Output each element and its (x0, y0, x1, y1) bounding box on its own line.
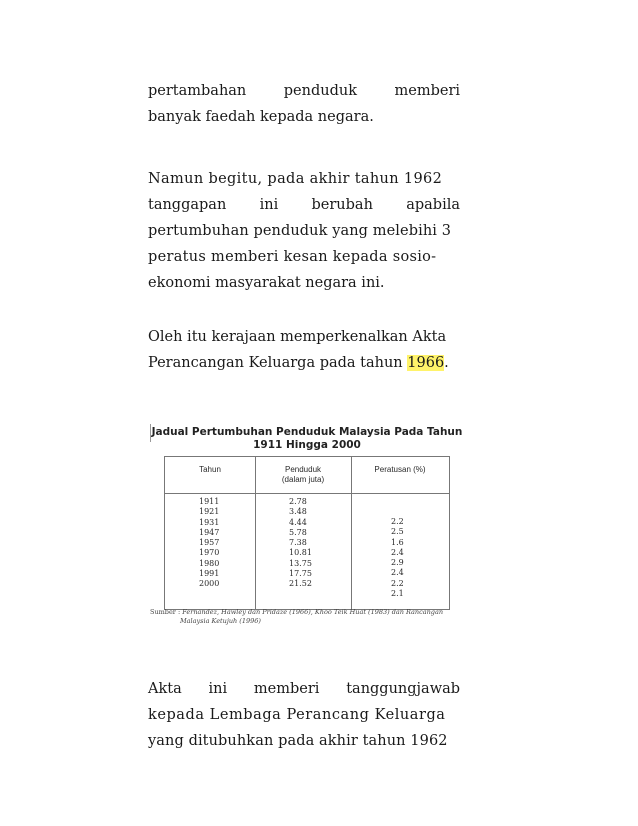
word: memberi (253, 681, 320, 697)
table-cell-population: 17.75 (289, 569, 312, 579)
paragraph-line: kepada Lembaga Perancang Keluarga (148, 707, 446, 723)
word: ini (259, 197, 279, 213)
table-cell-percentage: 2.4 (391, 568, 404, 578)
table-cell-percentage: 2.4 (391, 547, 404, 557)
header-penduduk-line2: (dalam juta) (281, 475, 325, 484)
word: apabila (406, 197, 460, 213)
table-cell-percentage: 2.2 (391, 517, 404, 526)
paragraph-line: banyak faedah kepada negara. (148, 109, 374, 125)
table-cell-year: 1970 (199, 548, 220, 558)
paragraph-4 (148, 676, 460, 754)
table-title-line1: Jadual Pertumbuhan Penduduk Malaysia Pada Tahun (151, 426, 463, 438)
paragraph-line (148, 192, 460, 218)
column-divider (351, 457, 352, 609)
header-tahun: Tahun (199, 465, 221, 474)
table-cell-population: 7.38 (289, 538, 307, 548)
table-source (150, 608, 464, 626)
table-cell-percentage: 1.6 (391, 537, 404, 547)
header-peratusan: Peratusan (%) (374, 465, 426, 474)
table-cell-population: 10.81 (289, 548, 312, 558)
word: Akta (148, 681, 182, 697)
table-cell-percentage: 2.2 (391, 578, 404, 588)
text-fragment: Perancangan Keluarga pada tahun (148, 355, 408, 371)
table-cell-year: 1991 (199, 569, 220, 579)
population-column (289, 497, 312, 590)
table-title-line2: 1911 Hingga 2000 (253, 439, 361, 451)
text-fragment: . (444, 355, 449, 371)
source-label: Sumber : (150, 608, 181, 616)
header-penduduk (255, 465, 351, 485)
paragraph-line: yang ditubuhkan pada akhir tahun 1962 (148, 733, 448, 749)
table-cell-population: 2.78 (289, 497, 307, 506)
population-table (150, 414, 464, 632)
word: penduduk (283, 83, 357, 99)
percentage-column (391, 517, 404, 599)
table-cell-population: 5.78 (289, 527, 307, 537)
word: tanggapan (148, 197, 227, 213)
paragraph-line (148, 350, 460, 376)
paragraph-2 (148, 166, 460, 296)
paragraph-line: Namun begitu, pada akhir tahun 1962 (148, 171, 443, 187)
table-cell-population: 3.48 (289, 507, 307, 517)
paragraph-line: ekonomi masyarakat negara ini. (148, 275, 385, 291)
header-penduduk-line1: Penduduk (284, 465, 322, 474)
word: tanggungjawab (346, 681, 461, 697)
table-cell-year: 1957 (199, 538, 220, 548)
paragraph-line (148, 676, 460, 702)
table-frame (164, 456, 450, 610)
word: berubah (311, 197, 373, 213)
paragraph-line (148, 78, 460, 104)
table-cell-percentage: 2.1 (391, 589, 404, 599)
table-cell-year: 1980 (199, 558, 220, 568)
table-cell-year: 1931 (199, 517, 220, 527)
table-cell-population: 21.52 (289, 579, 312, 589)
paragraph-line: peratus memberi kesan kepada sosio- (148, 249, 437, 265)
table-cell-population: 4.44 (289, 517, 307, 527)
word: memberi (394, 83, 461, 99)
table-header (165, 457, 449, 494)
paragraph-1 (148, 78, 460, 130)
years-column (199, 497, 219, 590)
paragraph-3 (148, 324, 460, 376)
table-cell-percentage: 2.5 (391, 527, 404, 537)
table-cell-year: 1947 (199, 527, 220, 537)
source-line1: Fernandez, Hawley dan Pridaze (1966), Khoo Teik Huat (1983) dan Rancangan (182, 608, 444, 616)
word: ini (208, 681, 228, 697)
source-line2: Malaysia Ketujuh (1996) (180, 617, 261, 625)
paragraph-line: Oleh itu kerajaan memperkenalkan Akta (148, 329, 447, 345)
highlighted-year: 1966 (407, 355, 445, 371)
paragraph-line: pertumbuhan penduduk yang melebihi 3 (148, 223, 452, 239)
table-cell-population: 13.75 (289, 558, 312, 568)
table-cell-percentage: 2.9 (391, 558, 404, 568)
word: pertambahan (148, 83, 247, 99)
table-cell-year: 2000 (199, 579, 220, 589)
table-cell-year: 1921 (199, 507, 220, 517)
column-divider (255, 457, 256, 609)
table-cell-year: 1911 (199, 497, 220, 506)
